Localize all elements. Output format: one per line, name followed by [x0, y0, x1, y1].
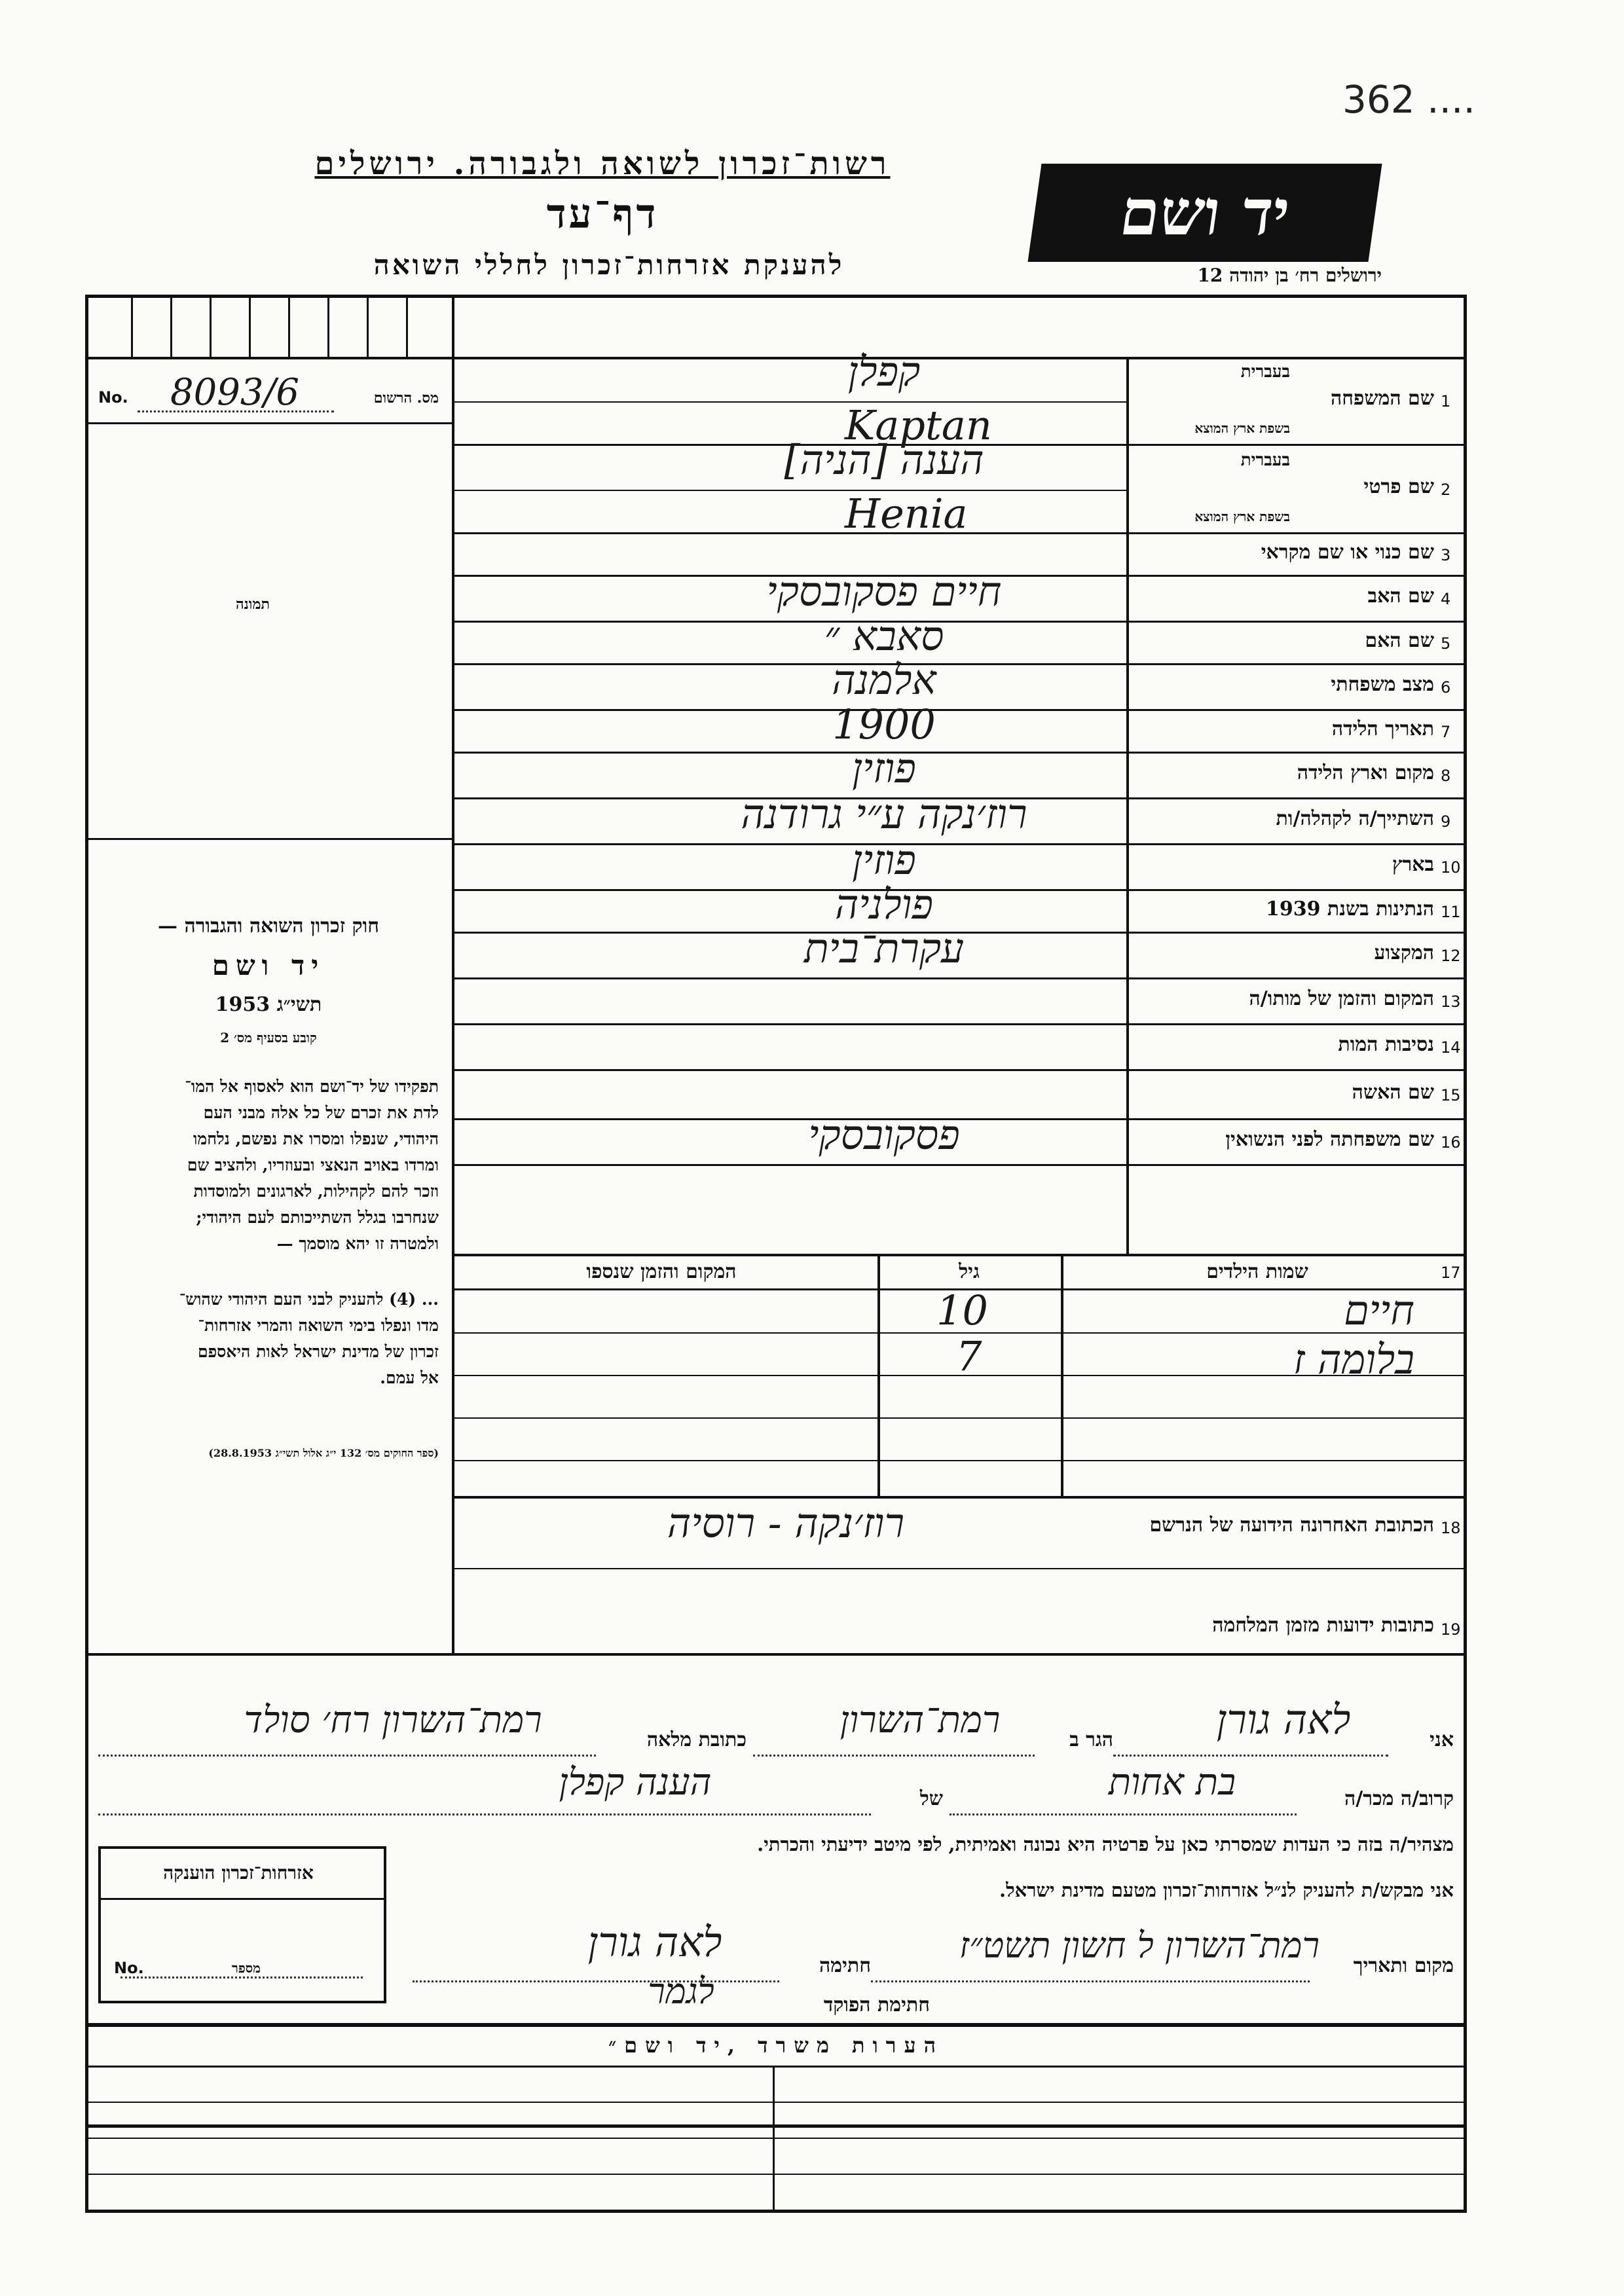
field-number: 16: [1441, 1133, 1461, 1152]
photo-label: תמונה: [236, 596, 270, 613]
field-label: המקצוע: [1374, 941, 1434, 964]
declarant-name: לאה גורן: [1216, 1696, 1351, 1743]
full-address-label: כתובת מלאה: [646, 1728, 747, 1751]
field-sublabel-origin: בשפת ארץ המוצא: [1194, 420, 1290, 436]
of-label: של: [919, 1787, 943, 1810]
field-row-1: [452, 347, 1467, 449]
field-value-latin: Kaptan: [845, 401, 992, 449]
field-value: פולניה: [834, 880, 934, 928]
child-1-name: חיים: [1344, 1286, 1414, 1334]
field-value: אלמנה: [832, 656, 936, 704]
children-names-header: שמות הילדים: [1206, 1260, 1308, 1283]
child-1-age: 10: [936, 1286, 988, 1334]
field-value: עקרת־בית: [803, 924, 965, 972]
child-2-age: 7: [956, 1332, 982, 1380]
tick-boxes: [124, 295, 452, 357]
place-date-label: מקום ותאריך: [1353, 1954, 1454, 1977]
field-value-latin: Henia: [845, 489, 968, 538]
field-sublabel-origin: בשפת ארץ המוצא: [1194, 509, 1290, 524]
field-number: 14: [1441, 1038, 1461, 1057]
field-row-13: [452, 979, 1467, 1025]
full-address-value: רמת־השרון רח׳ סולד: [244, 1699, 542, 1741]
field-number: 6: [1441, 678, 1451, 697]
field-number: 8: [1441, 767, 1451, 785]
official-signature-value: לגמר: [648, 1971, 714, 2012]
children-place-header: המקום והזמן שנספו: [586, 1260, 737, 1283]
official-signature-label: חתימת הפוקד: [823, 1994, 930, 2016]
child-2-name: בלומה ז: [1293, 1336, 1414, 1383]
lives-in-label: הגר ב: [1069, 1728, 1113, 1751]
field-number: 15: [1441, 1085, 1461, 1104]
field-label: השתייך/ה לקהלה/ות: [1276, 807, 1434, 830]
field-value: פוזין: [852, 836, 916, 884]
field-label: תאריך הלידה: [1331, 717, 1434, 740]
field-value: פוזין: [852, 744, 916, 792]
law-clause: קובע בסעיף מס׳ 2: [220, 1030, 317, 1046]
field-number: 2: [1441, 480, 1451, 499]
field-number: 3: [1441, 545, 1451, 564]
law-reference: (ספר החוקים מס׳ 132 י״ג אלול תשי״ג 28.8.1953): [208, 1447, 439, 1459]
field-label: המקום והזמן של מותו/ה: [1249, 987, 1434, 1010]
field-value: 1900: [832, 700, 936, 748]
ani-label: אני: [1430, 1728, 1454, 1751]
relative-label: קרוב/ה מכר/ה: [1344, 1787, 1454, 1810]
field-number: 4: [1441, 590, 1451, 608]
form-subtitle: להענקת אזרחות־זכרון לחללי השואה: [373, 249, 845, 281]
remarks-title: הערות משרד ,יד ושם״: [608, 2033, 944, 2058]
field-label: שם האם: [1365, 629, 1434, 652]
field-number: 10: [1441, 858, 1461, 877]
field-row-14: [452, 1025, 1467, 1070]
registration-number: 362 ....: [1342, 77, 1475, 122]
law-title: חוק זכרון השואה והגבורה —: [158, 915, 379, 938]
signature-label: חתימה: [819, 1954, 871, 1977]
form-title: דף־עד: [546, 190, 659, 238]
lives-in-value: רמת־השרון: [840, 1699, 1001, 1741]
field-number: 9: [1441, 812, 1451, 831]
field-label: נסיבות המות: [1338, 1033, 1434, 1056]
field-number: 12: [1441, 947, 1461, 965]
relative-value: בת אחות: [1108, 1761, 1236, 1804]
field-label: מקום וארץ הלידה: [1297, 761, 1434, 784]
field-label: שם האב: [1367, 585, 1434, 608]
children-age-header: גיל: [959, 1260, 980, 1283]
field-label: הנתינות בשנת 1939: [1265, 897, 1434, 920]
place-date-value: רמת־השרון ל חשון תשט״ז: [959, 1925, 1320, 1966]
field-value: הענה [הניה]: [784, 435, 984, 484]
citizenship-stamp-box: אזרחות־זכרון הוענקה No. מספר: [98, 1846, 386, 2003]
war-address-label: כתובות ידועות מזמן המלחמה: [1212, 1614, 1434, 1637]
authority-title: רשות־זכרון לשואה ולגבורה. ירושלים: [314, 145, 891, 182]
reg-label: מס. הרשום: [373, 390, 439, 407]
field-value: רוז׳נקה ע״י גרודנה: [741, 790, 1027, 838]
field-number: 5: [1441, 634, 1451, 653]
field-label: שם כנוי או שם מקראי: [1261, 540, 1434, 564]
field-row-12: [452, 924, 1467, 979]
field-number: 1: [1441, 392, 1451, 410]
no-label: No.: [98, 388, 128, 407]
last-address-label: הכתובת האחרונה הידועה של הנרשם: [1149, 1514, 1434, 1537]
last-address-value: רוז׳נקה - רוסיה: [667, 1499, 905, 1547]
field-value: חיים פסקובסקי: [766, 568, 1002, 615]
field-label: שם משפחתה לפני הנשואין: [1225, 1128, 1434, 1151]
address-line: ירושלים רח׳ בן יהודה 12: [1197, 264, 1382, 286]
field-label: שם המשפחה: [1330, 386, 1434, 410]
no-value: 8093/6: [170, 371, 300, 414]
law-name: יד ושם: [212, 949, 325, 981]
field-label: שם האשה: [1352, 1080, 1434, 1104]
field-number: 7: [1441, 722, 1451, 741]
signature-value: לאה גורן: [587, 1918, 722, 1966]
field-number: 11: [1441, 902, 1461, 921]
field-value: סאבא ״: [824, 611, 944, 660]
field-number: 13: [1441, 993, 1461, 1011]
law-year: תשי״ג 1953: [215, 993, 322, 1016]
children-number: 17: [1441, 1264, 1461, 1282]
field-row-2: [452, 435, 1467, 538]
field-label: מצב משפחתי: [1331, 673, 1434, 696]
law-text: תפקידו של יד־ושם הוא לאסוף אל המו־ לדת את זכרם של כל אלה מבני העם היהודי, שנפלו ומסרו את נפשם, נלחמו ומרדו באויב הנאצי ובעוזריו, ולהציב שם וזכר להם לקהילות, לארגונים ולמוסדות שנחרבו בגלל השתייכותם לעם היהודי; ולמטרה זו יהא מוסמך —: [185, 1077, 439, 1253]
statement-1: מצהיר/ה בזה כי העדות שמסרתי כאן על פרטיה היא נכונה ואמיתית, לפי מיטב ידיעתי והכרתי.: [757, 1833, 1454, 1855]
field-sublabel-hebrew: בעברית: [1240, 450, 1290, 470]
field-label: בארץ: [1392, 853, 1434, 876]
law-text-2: ... (4) להעניק לבני העם היהודי שהוש־ מדו ונפלו בימי השואה והמרי אזרחות־ זכרון של מדינת ישראל לאות היאספם אל עמם.: [179, 1290, 439, 1387]
field-value: פסקובסקי: [808, 1111, 960, 1159]
field-row-16: [452, 1111, 1467, 1165]
yad-vashem-logo: יד ושם: [1027, 164, 1382, 262]
statement-2: אני מבקש/ת להעניק לנ״ל אזרחות־זכרון מטעם מדינת ישראל.: [999, 1879, 1454, 1901]
field-value: קפלן: [847, 347, 921, 395]
field-label: שם פרטי: [1363, 475, 1434, 498]
field-sublabel-hebrew: בעברית: [1240, 362, 1290, 382]
of-value: הענה קפלן: [559, 1761, 712, 1804]
